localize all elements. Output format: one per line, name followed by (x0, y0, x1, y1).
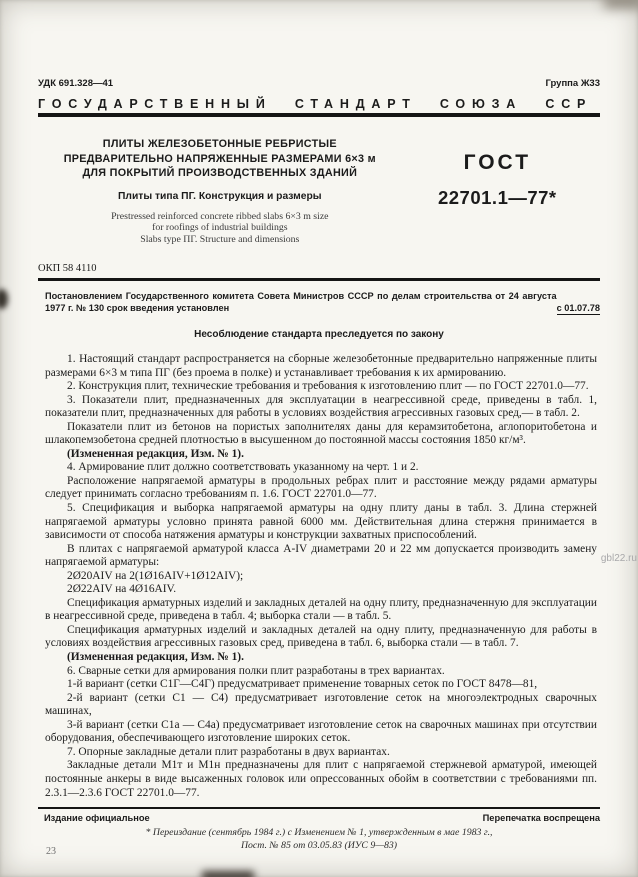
reissue-footnote (0, 827, 638, 852)
standard-banner: ГОСУДАРСТВЕННЫЙ СТАНДАРТ СОЮЗА ССР (38, 97, 593, 111)
official-edition-label: Издание официальное (44, 813, 150, 824)
gost-number-block (395, 137, 600, 245)
text-line: for roofings of industrial buildings (152, 222, 288, 233)
paragraph: Показатели плит из бетонов на пористых заполнителях даны для керамзитобетона, аглопоритобетона и шлакопемзобетона средней плотностью в высушенном до постоянной массы состояния 1850 кг/м³. (45, 420, 597, 447)
scan-artifact (202, 871, 254, 877)
paragraph: 1. Настоящий стандарт распространяется на сборные железобетонные предварительно напряженные плиты размерами 6×3 м типа ПГ (без проема в полке) и устанавливает требования к их армированию. (45, 353, 597, 379)
paragraph: 6. Сварные сетки для армирования полки плит разработаны в трех вариантах. (67, 664, 445, 677)
paragraph: Расположение напрягаемой арматуры в продольных ребрах плит и расстояние между рядами арматуры следует принимать согласно требованиям п. 1.6. ГОСТ 22701.0—77. (45, 474, 597, 501)
text-line: ПРЕДВАРИТЕЛЬНО НАПРЯЖЕННЫЕ РАЗМЕРАМИ 6×3 м (63, 152, 376, 165)
page-number: 23 (46, 846, 56, 857)
group-code: Группа Ж33 (545, 78, 600, 89)
body-paragraphs (45, 353, 597, 800)
gost-label: ГОСТ (463, 151, 532, 174)
text-line: Пост. № 85 от 03.05.83 (ИУС 9—83) (240, 839, 398, 851)
paragraph: 2. Конструкция плит, технические требования и требования к изготовлению плит — по ГОСТ 22701.0—77. (67, 380, 589, 393)
paragraph: 3. Показатели плит, предназначенных для эксплуатации в неагрессивной среде, приведены в табл. 1, показатели плит, предназначенных для работы в условиях воздействия агрессивных газовых сред,— в табл. 2. (45, 393, 597, 420)
paragraph: 2Ø20АIV на 2(1Ø16АIV+1Ø12АIV); (67, 569, 244, 582)
paragraph: 1-й вариант (сетки С1Г—С4Г) предусматривает применение товарных сеток по ГОСТ 8478—81, (67, 678, 538, 691)
udk-code: УДК 691.328—41 (38, 78, 114, 89)
paragraph: Спецификация арматурных изделий и закладных деталей на одну плиту, предназначенную для эксплуатации в неагрессивной среде, приведена в табл. 4; выборка стали — в табл. 5. (45, 596, 597, 623)
paragraph: 5. Спецификация и выборка напрягаемой арматуры на одну плиту даны в табл. 3. Длина стержней напрягаемой арматуры условно принята равной 6000 мм. Действительная длина стержня принимается в зависимости от способа натяжения арматуры и конструкции захватных приспособлений. (45, 502, 597, 542)
text-line: * Переиздание (сентябрь 1984 г.) с Изменением № 1, утвержденным в мае 1983 г., (145, 827, 493, 839)
scan-artifact (604, 0, 638, 8)
divider-rule-top (38, 113, 600, 117)
text-line: Prestressed reinforced concrete ribbed slabs 6×3 m size (111, 210, 329, 222)
law-notice: Несоблюдение стандарта преследуется по закону (194, 329, 444, 340)
decree-block (45, 290, 600, 314)
paragraph: Спецификация арматурных изделий и закладных деталей на одну плиту, предназначенную для работы в условиях воздействия агрессивных газовых сред, приведена в табл. 6, выборка стали — в табл. 7. (45, 623, 597, 650)
divider-rule-okp (38, 278, 600, 281)
paragraph: (Измененная редакция, Изм. № 1). (67, 447, 244, 460)
meta-row (38, 78, 600, 89)
reprint-prohibited-label: Перепечатка воспрещена (482, 813, 600, 824)
paragraph: 2Ø22АIV на 4Ø16АIV. (67, 583, 177, 596)
title-block (45, 137, 600, 245)
paragraph: В плитах с напрягаемой арматурой класса А-IV диаметрами 20 и 22 мм допускается производить замену напрягаемой арматуры: (45, 542, 597, 569)
effective-date: с 01.07.78 (556, 303, 600, 313)
paragraph: (Измененная редакция, Изм. № 1). (67, 651, 244, 664)
divider-rule-footer (38, 807, 600, 809)
paragraph: 7. Опорные закладные детали плит разработаны в двух вариантах. (67, 745, 390, 758)
footer-row (44, 813, 600, 823)
text-line: ПЛИТЫ ЖЕЛЕЗОБЕТОННЫЕ РЕБРИСТЫЕ (102, 138, 337, 150)
decree-text: Постановлением Государственного комитета Совета Министров СССР по делам строительства от 24 августа 1977 г. № 130 срок введения установлен (45, 291, 557, 313)
paragraph: 3-й вариант (сетки С1а — С4а) предусматривает изготовление сеток на сварочных машинах при отсутствии оборудования, обеспечивающего изготовление широких сеток. (45, 718, 597, 745)
scan-artifact (0, 289, 8, 309)
document-title-ru (45, 137, 395, 181)
okp-code: ОКП 58 4110 (38, 263, 97, 274)
paragraph: 4. Армирование плит должно соответствовать указанному на черт. 1 и 2. (67, 461, 419, 474)
text-line: Slabs type ПГ. Structure and dimensions (140, 233, 300, 245)
paragraph: Закладные детали М1т и М1н предназначены для плит с напрягаемой стержневой арматурой, имеющей постоянные анкеры в виде высаженных головок или опрессованных обойм в соответствии с требованиями пп. 2.3.1—2.3.6 ГОСТ 22701.0—77. (45, 759, 597, 799)
text-line: ДЛЯ ПОКРЫТИЙ ПРОИЗВОДСТВЕННЫХ ЗДАНИЙ (82, 167, 358, 179)
document-title-en (45, 211, 395, 246)
document-subtitle: Плиты типа ПГ. Конструкция и размеры (118, 190, 322, 202)
gost-number: 22701.1—77* (437, 187, 557, 208)
paragraph: 2-й вариант (сетки С1 — С4) предусматривает изготовление сеток на многоэлектродных сварочных машинах, (45, 691, 597, 718)
title-left-column (45, 137, 395, 245)
watermark: gbl22.ru (600, 553, 637, 564)
